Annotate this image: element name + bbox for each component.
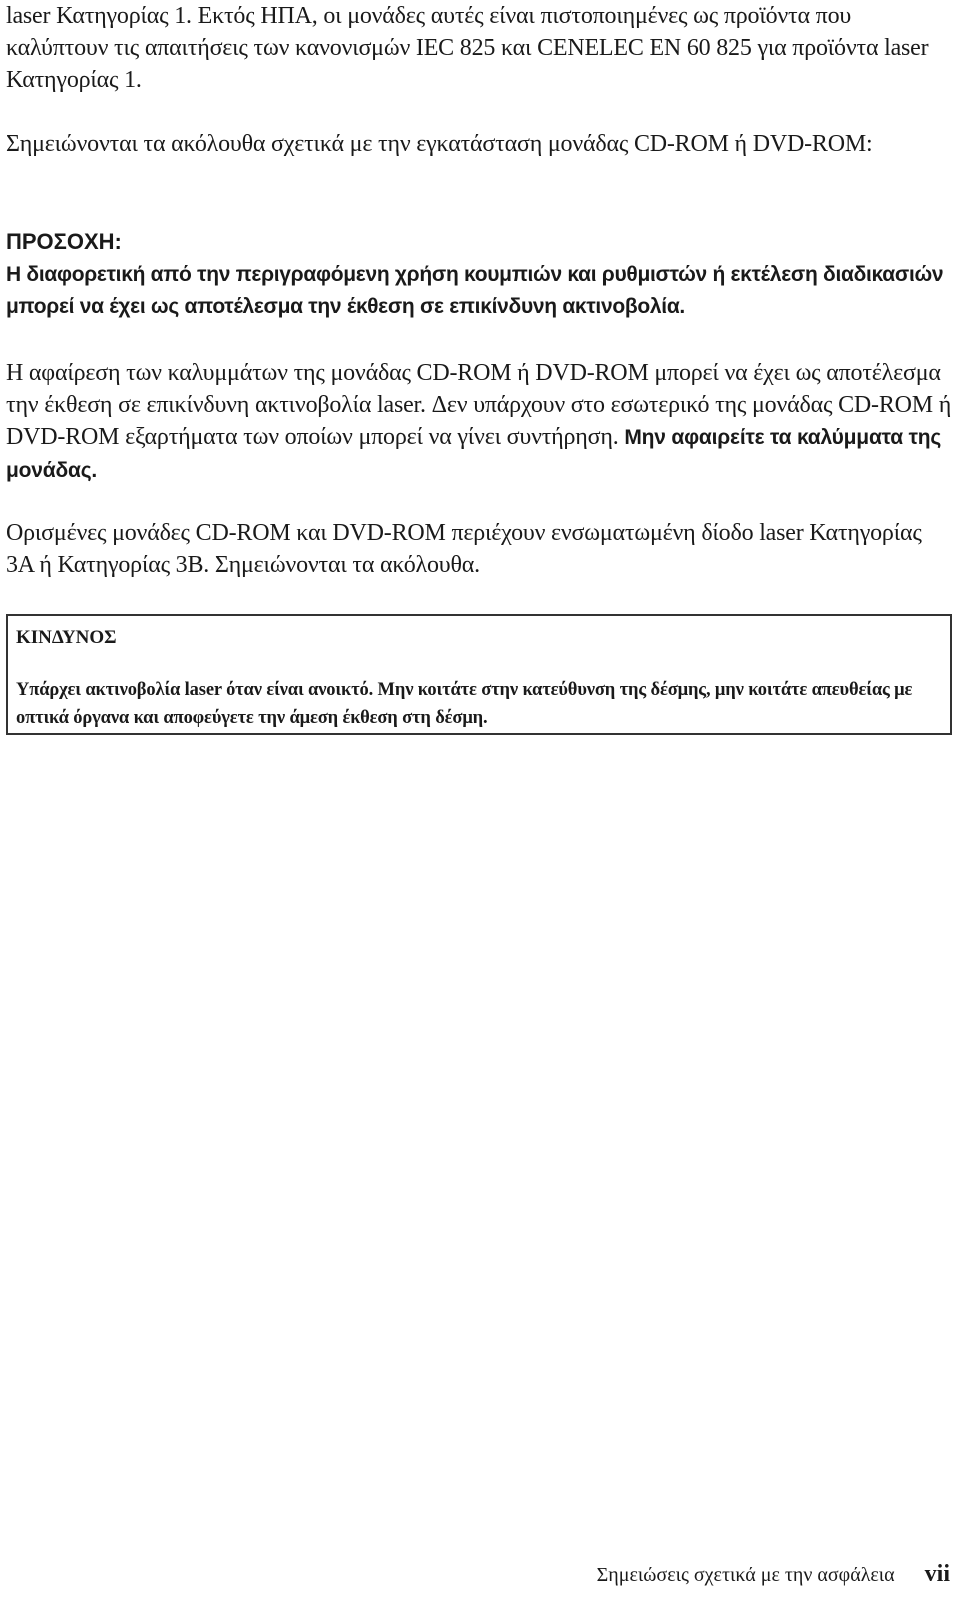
cover-removal-text: Η αφαίρεση των καλυμμάτων της μονάδας CD-ROM ή DVD-ROM μπορεί να έχει ως αποτέλεσμα την έκθεση σε επικίνδυνη ακτινοβολία laser. Δεν υπάρχουν στο εσωτερικό της μονάδας CD-ROM ή DVD-ROM εξαρτήματα των οποίων μπορεί να γίνει συντήρηση. <box>6 360 952 450</box>
caution-heading: ΠΡΟΣΟΧΗ: <box>6 229 122 254</box>
danger-notice-box <box>6 614 952 735</box>
danger-title: ΚΙΝΔΥΝΟΣ <box>16 627 117 648</box>
caution-text: Η διαφορετική από την περιγραφόμενη χρήση κουμπιών και ρυθμιστών ή εκτέλεση διαδικασιών μπορεί να έχει ως αποτέλεσμα την έκθεση σε επικίνδυνη ακτινοβολία. <box>6 263 944 318</box>
page-number: vii <box>924 1561 950 1587</box>
cover-removal-emphasis: Μην αφαιρείτε τα καλύμματα της μονάδας. <box>6 426 942 482</box>
footer-section-title: Σημειώσεις σχετικά με την ασφάλεια <box>596 1564 895 1586</box>
danger-text: Υπάρχει ακτινοβολία laser όταν είναι ανοικτό. Μην κοιτάτε στην κατεύθυνση της δέσμης, μην κοιτάτε απευθείας με οπτικά όργανα και αποφεύγετε την άμεση έκθεση στη δέσμη. <box>16 680 913 728</box>
paragraph-installation-notes: Σημειώνονται τα ακόλουθα σχετικά με την εγκατάσταση μονάδας CD-ROM ή DVD-ROM: <box>6 131 873 157</box>
page-footer <box>597 1560 950 1589</box>
paragraph-laser-class-1: laser Κατηγορίας 1. Εκτός ΗΠΑ, οι μονάδες αυτές είναι πιστοποιημένες ως προϊόντα που καλύπτουν τις απαιτήσεις των κανονισμών IEC 825 και CENELEC EN 60 825 για προϊόντα laser Κατηγορίας 1. <box>6 3 929 93</box>
paragraph-cover-removal <box>6 357 954 487</box>
paragraph-laser-diode: Ορισμένες μονάδες CD-ROM και DVD-ROM περιέχουν ενσωματωμένη δίοδο laser Κατηγορίας 3A ή Κατηγορίας 3B. Σημειώνονται τα ακόλουθα. <box>6 520 922 578</box>
